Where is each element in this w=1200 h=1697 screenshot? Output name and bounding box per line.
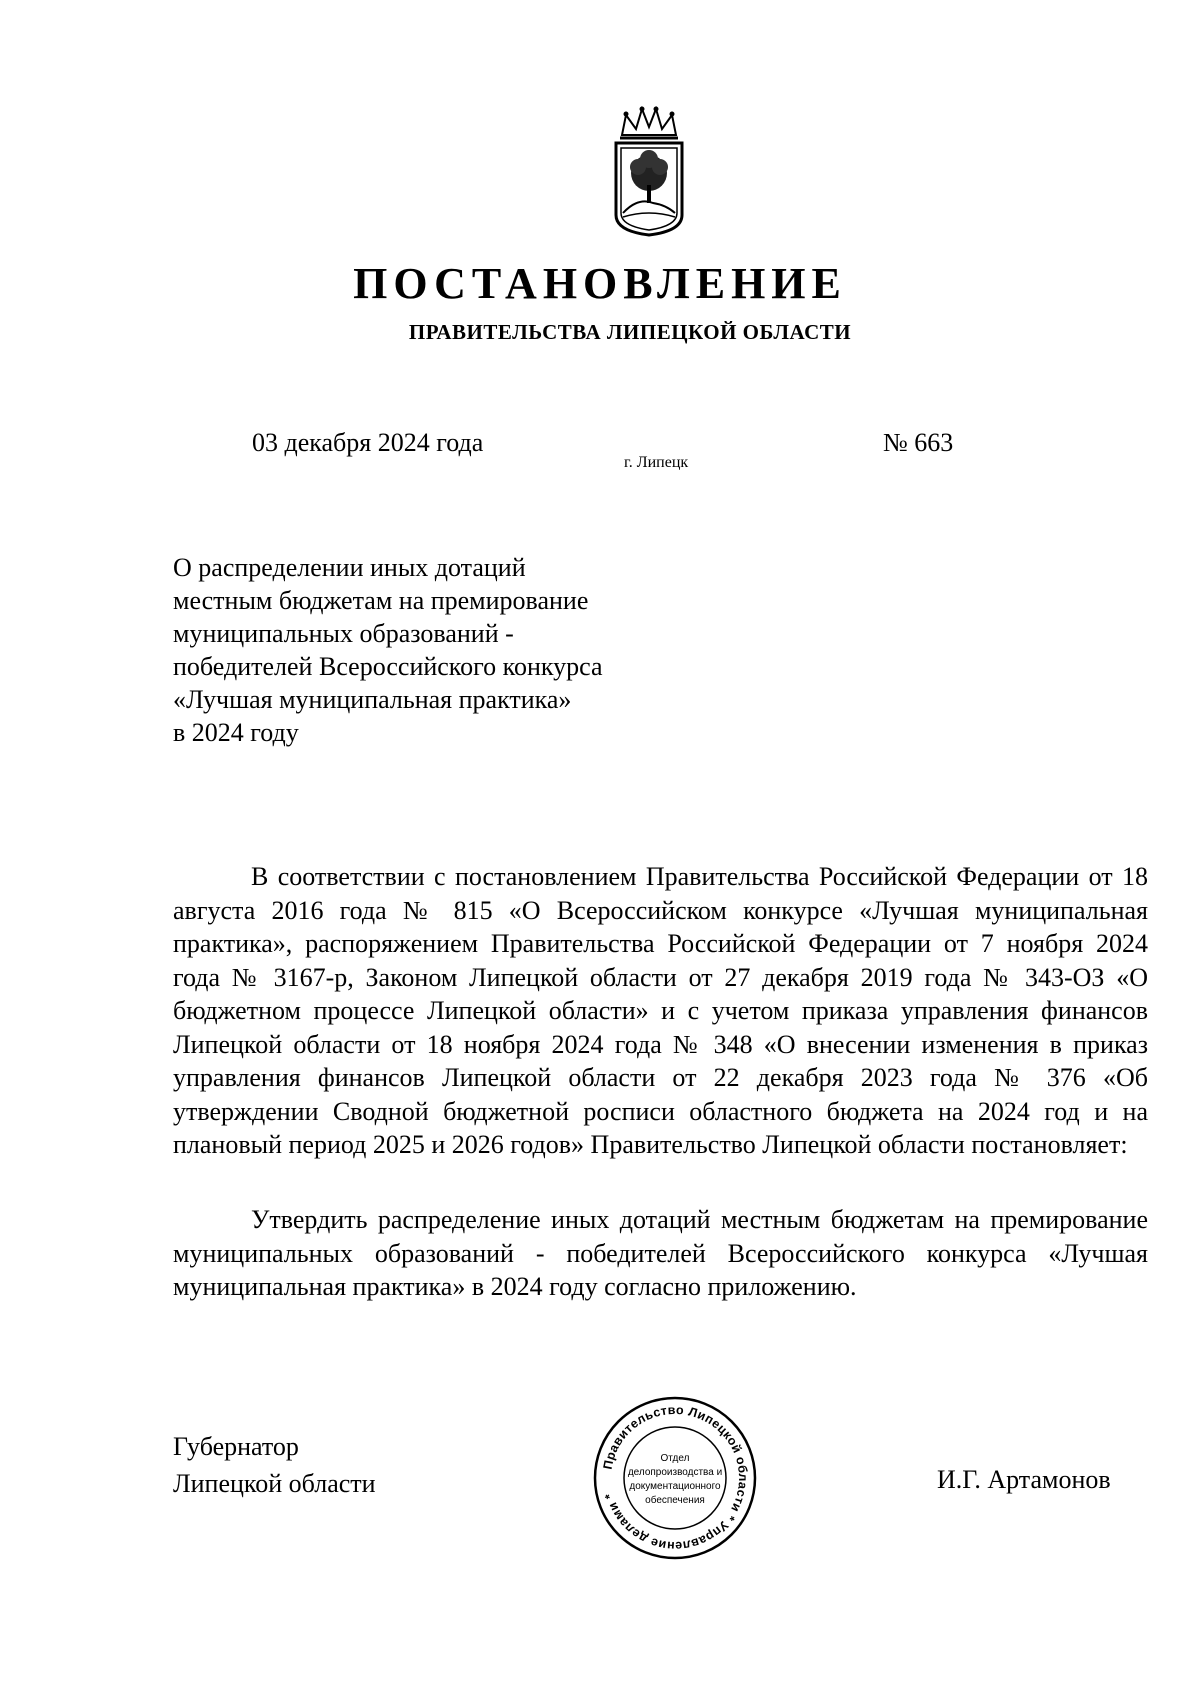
subject-line: муниципальных образований - <box>173 619 514 648</box>
subject-line: «Лучшая муниципальная практика» <box>173 685 572 714</box>
document-city: г. Липецк <box>624 454 689 471</box>
coat-of-arms-icon <box>608 105 690 237</box>
document-subject <box>173 551 693 749</box>
seal-center-line: Отдел <box>660 1453 690 1464</box>
document-date: 03 декабря 2024 года <box>252 428 484 457</box>
seal-ring-text: Правительство Липецкой области * Управление делами * <box>600 1402 751 1554</box>
seal-center-line: документационного <box>629 1481 721 1492</box>
seal-center-line: делопроизводства и <box>627 1467 723 1478</box>
subject-line: в 2024 году <box>173 718 299 747</box>
official-seal-icon <box>592 1395 758 1561</box>
body-paragraph-resolution: Утвердить распределение иных дотаций местным бюджетам на премирование муниципальных образований - победителей Всероссийского конкурса «Лучшая муниципальная практика» в 2024 году согласно приложению. <box>173 1205 1148 1301</box>
body-paragraph-preamble: В соответствии с постановлением Правительства Российской Федерации от 18 августа 2016 года № 815 «О Всероссийском конкурсе «Лучшая муниципальная практика», распоряжением Правительства Российской Федерации от 7 ноября 2024 года № 3167-р, Законом Липецкой области от 27 декабря 2019 года № 343-ОЗ «О бюджетном процессе Липецкой области» и с учетом приказа управления финансов Липецкой области от 18 ноября 2024 года № 348 «О внесении изменения в приказ управления финансов Липецкой области от 22 декабря 2023 года № 376 «Об утверждении Сводной бюджетной росписи областного бюджета на 2024 год и на плановый период 2025 и 2026 годов» Правительство Липецкой области постановляет: <box>173 862 1148 1159</box>
issuing-authority: ПРАВИТЕЛЬСТВА ЛИПЕЦКОЙ ОБЛАСТИ <box>408 320 852 344</box>
document-type-title: ПОСТАНОВЛЕНИЕ <box>353 259 847 308</box>
signatory-region: Липецкой области <box>173 1469 376 1498</box>
document-number: № 663 <box>883 428 954 457</box>
seal-center-line: обеспечения <box>645 1495 705 1506</box>
subject-line: О распределении иных дотаций <box>173 553 526 582</box>
subject-line: победителей Всероссийского конкурса <box>173 652 603 681</box>
signatory-title: Губернатор <box>173 1432 299 1461</box>
signatory-name: И.Г. Артамонов <box>937 1465 1111 1494</box>
subject-line: местным бюджетам на премирование <box>173 586 589 615</box>
signatory-position <box>173 1428 376 1502</box>
